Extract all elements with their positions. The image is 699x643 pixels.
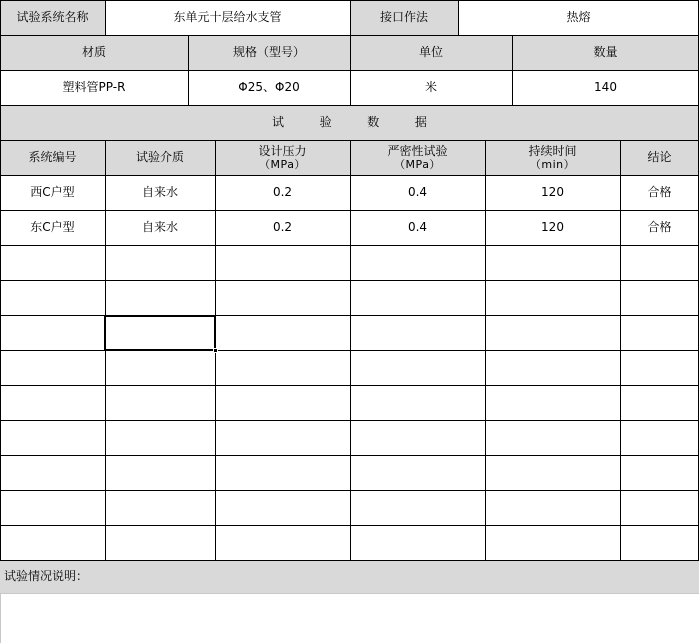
grid-line-v: [458, 0, 459, 35]
test-row-1-design-pressure[interactable]: 0.2: [272, 185, 293, 199]
grid-line-h: [0, 593, 699, 594]
material-value-spec[interactable]: Φ25、Φ20: [238, 80, 300, 94]
test-header-medium-text: 试验介质: [135, 150, 184, 164]
material-value-unit[interactable]: 米: [424, 80, 437, 94]
material-value-material[interactable]: 塑料管PP-R: [62, 80, 126, 94]
test-header-duration: [485, 140, 620, 175]
test-header-design-pressure-line2: （MPa）: [259, 157, 306, 171]
test-row-2-duration[interactable]: 120: [541, 220, 564, 234]
material-header-unit: 单位: [418, 45, 443, 59]
test-row-2-design-pressure[interactable]: 0.2: [272, 220, 293, 234]
grid-line-v: [485, 140, 486, 560]
grid-line-v: [105, 0, 106, 35]
section-title: 试 验 数 据: [272, 115, 427, 129]
notes-content-area[interactable]: [0, 593, 699, 643]
grid-line-v: [620, 140, 621, 560]
test-header-conclusion-text: 结论: [647, 150, 672, 164]
grid-line-v: [0, 593, 1, 643]
test-row-1-conclusion[interactable]: 合格: [647, 185, 672, 199]
test-row-2-tightness[interactable]: 0.4: [407, 220, 428, 234]
joint-method-value[interactable]: 热熔: [566, 10, 591, 24]
selected-cell[interactable]: [104, 315, 216, 351]
grid-line-v: [350, 140, 351, 560]
grid-line-v: [188, 35, 189, 105]
material-value-quantity[interactable]: 140: [594, 80, 617, 94]
joint-method-label: 接口作法: [379, 10, 428, 24]
test-row-1-medium[interactable]: 自来水: [141, 185, 178, 199]
grid-line-h: [0, 560, 699, 561]
test-header-design-pressure-line1: 设计压力: [258, 143, 307, 158]
system-name-value[interactable]: 东单元十层给水支管: [173, 10, 282, 24]
material-header-spec: 规格（型号）: [232, 45, 305, 59]
test-row-1-system-no[interactable]: 西C户型: [30, 185, 75, 199]
test-row-2-conclusion[interactable]: 合格: [647, 220, 672, 234]
material-header-quantity: 数量: [593, 45, 618, 59]
system-name-label: 试验系统名称: [16, 10, 89, 24]
grid-line-v: [0, 0, 1, 560]
test-row-1-tightness[interactable]: 0.4: [407, 185, 428, 199]
grid-line-v: [350, 0, 351, 35]
test-header-conclusion: [620, 140, 699, 175]
grid-line-v: [512, 35, 513, 105]
material-header-material: 材质: [81, 45, 106, 59]
fill-handle[interactable]: [213, 348, 218, 353]
test-header-duration-line2: （min）: [529, 157, 576, 171]
test-row-1-duration[interactable]: 120: [541, 185, 564, 199]
test-header-tightness-line2: （MPa）: [394, 157, 441, 171]
test-header-medium: [105, 140, 215, 175]
test-header-tightness: [350, 140, 485, 175]
notes-label: 试验情况说明：: [4, 569, 89, 583]
test-header-system-no: [0, 140, 105, 175]
grid-line-v: [350, 35, 351, 105]
test-header-tightness-line1: 严密性试验: [387, 143, 448, 158]
test-header-duration-line1: 持续时间: [528, 143, 577, 158]
test-header-design-pressure: [215, 140, 350, 175]
test-header-system-no-text: 系统编号: [28, 150, 77, 164]
test-row-2-system-no[interactable]: 东C户型: [30, 220, 75, 234]
grid-line-h: [0, 105, 699, 106]
test-row-2-medium[interactable]: 自来水: [141, 220, 178, 234]
